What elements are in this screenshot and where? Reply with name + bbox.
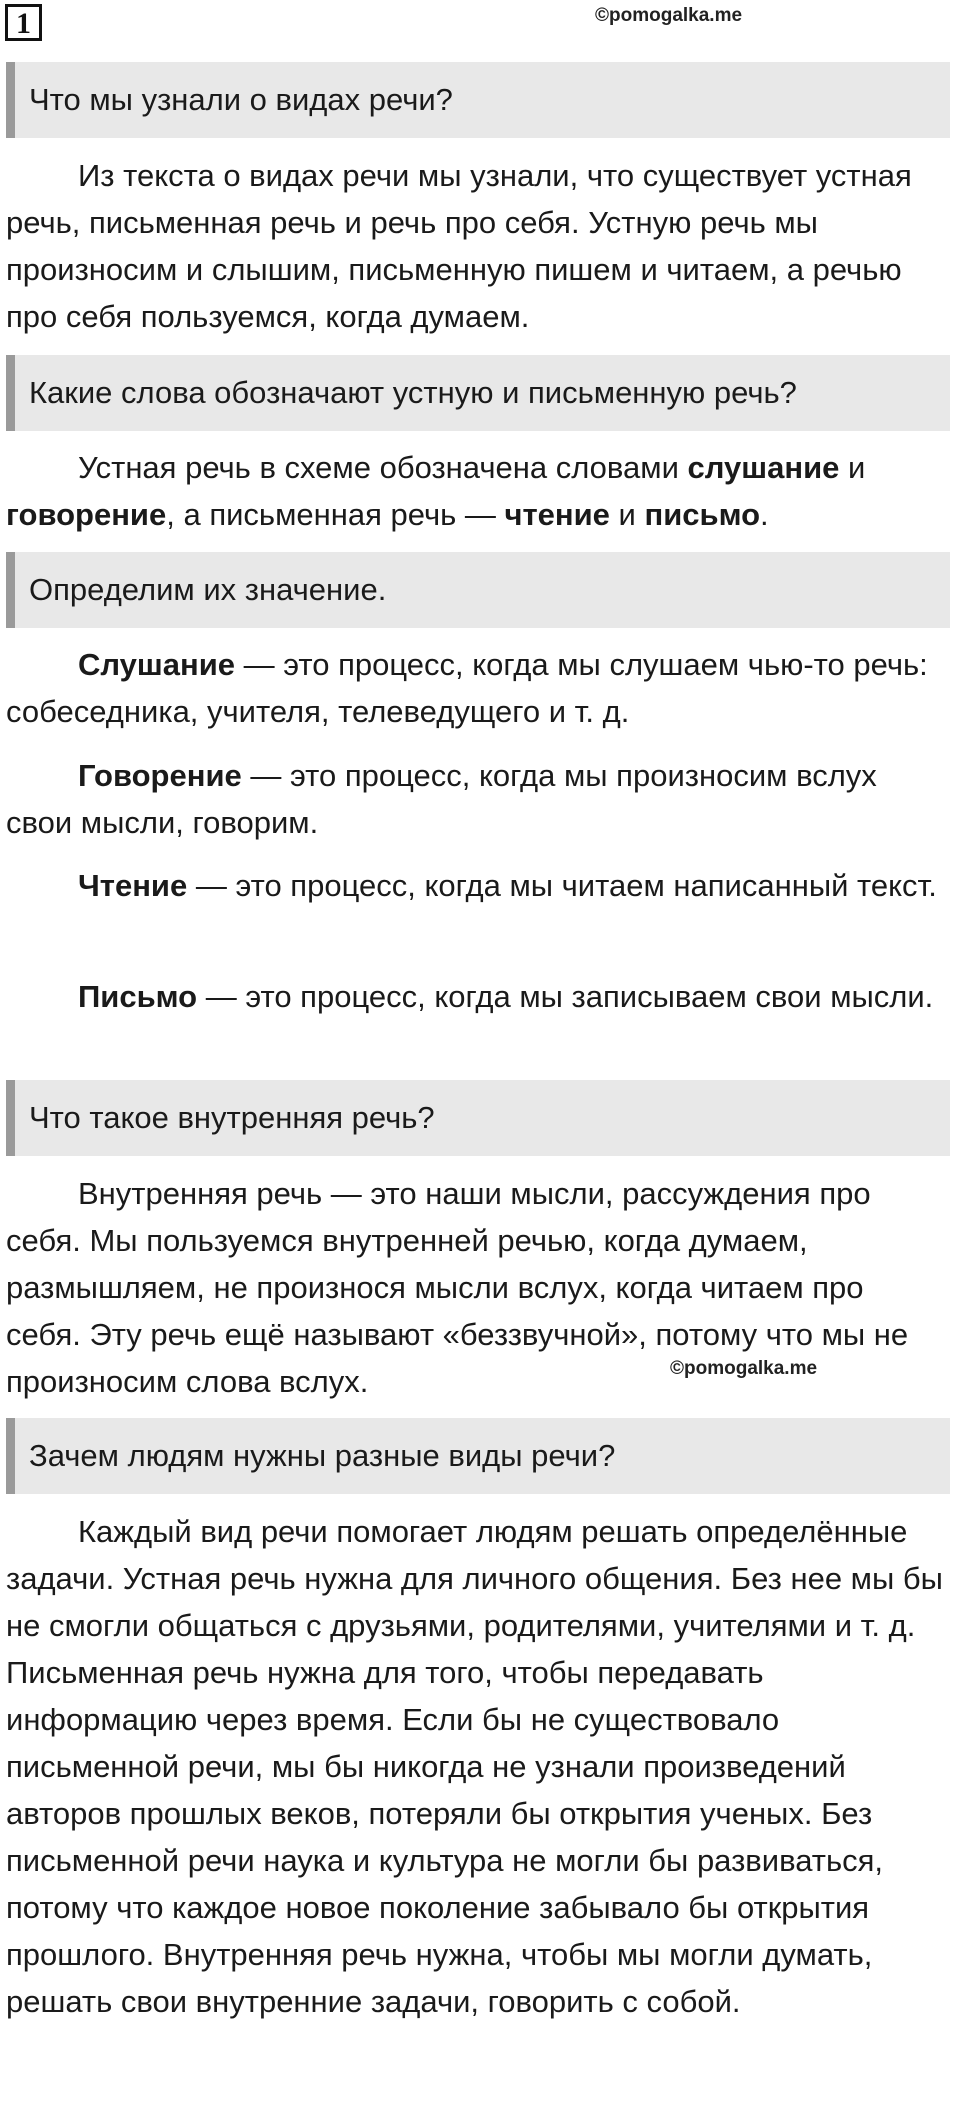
definition-text-reading: — это процесс, когда мы читаем написанный текст. — [187, 868, 937, 903]
question-text-4: Что такое внутренняя речь? — [29, 1100, 435, 1135]
definition-term-reading: Чтение — [78, 868, 188, 903]
definition-term-listening: Слушание — [78, 647, 236, 682]
question-bar-4 — [6, 1080, 950, 1156]
question-bar-1 — [6, 62, 950, 138]
watermark-middle: ©pomogalka.me — [670, 1358, 818, 1379]
question-text-3: Определим их значение. — [29, 572, 387, 607]
definition-text-speaking: — это процесс, когда мы произносим вслух свои мысли, говорим. — [6, 758, 877, 840]
watermark-top: ©pomogalka.me — [595, 5, 743, 26]
answer-2-and1: и — [839, 450, 866, 485]
answer-2-and2: и — [609, 497, 645, 532]
definition-speaking — [6, 752, 946, 846]
question-bar-2 — [6, 355, 950, 431]
term-reading: чтение — [504, 497, 610, 532]
task-number-box: 1 — [5, 4, 42, 41]
question-text-2: Какие слова обозначают устную и письменную речь? — [29, 375, 797, 410]
answer-paragraph-1: Из текста о видах речи мы узнали, что существует устная речь, письменная речь и речь про себя. Устную речь мы произносим и слышим, письменную пишем и читаем, а речью про себя пользуемся, когда думаем. — [6, 158, 912, 334]
answer-paragraph-4: Внутренняя речь — это наши мысли, рассуждения про себя. Мы пользуемся внутренней речью, когда думаем, размышляем, не произнося мысли вслух, когда читаем про себя. Эту речь ещё называют «беззвучной», потому что мы не произносим слова вслух. — [6, 1176, 909, 1399]
question-bar-5 — [6, 1418, 950, 1494]
answer-2-part1: Устная речь в схеме обозначена словами — [78, 450, 688, 485]
definition-term-writing: Письмо — [78, 979, 198, 1014]
definition-listening — [6, 641, 946, 735]
term-listening: слушание — [687, 450, 840, 485]
term-writing: письмо — [644, 497, 761, 532]
definition-text-writing: — это процесс, когда мы записываем свои мысли. — [197, 979, 934, 1014]
answer-paragraph-5: Каждый вид речи помогает людям решать определённые задачи. Устная речь нужна для личного общения. Без нее мы бы не смогли общаться с друзьями, родителями, учителями и т. д. Письменная речь нужна для того, чтобы передавать информацию через время. Если бы не существовало письменной речи, мы бы никогда не узнали произведений авторов прошлых веков, потеряли бы открытия ученых. Без письменной речи наука и культура не могли бы развиваться, потому что каждое новое поколение забывало бы открытия прошлого. Внутренняя речь нужна, чтобы мы могли думать, решать свои внутренние задачи, говорить с собой. — [6, 1514, 943, 2019]
answer-2-part2: , а письменная речь — — [166, 497, 505, 532]
question-text-1: Что мы узнали о видах речи? — [29, 82, 453, 117]
answer-paragraph-2 — [6, 444, 946, 538]
definition-writing — [6, 973, 946, 1020]
definition-reading — [6, 862, 946, 909]
term-speaking: говорение — [6, 497, 167, 532]
definition-text-listening: — это процесс, когда мы слушаем чью-то речь: собеседника, учителя, телеведущего и т. д. — [6, 647, 928, 729]
question-text-5: Зачем людям нужны разные виды речи? — [29, 1438, 616, 1473]
answer-2-end: . — [760, 497, 769, 532]
question-bar-3 — [6, 552, 950, 628]
definition-term-speaking: Говорение — [78, 758, 242, 793]
